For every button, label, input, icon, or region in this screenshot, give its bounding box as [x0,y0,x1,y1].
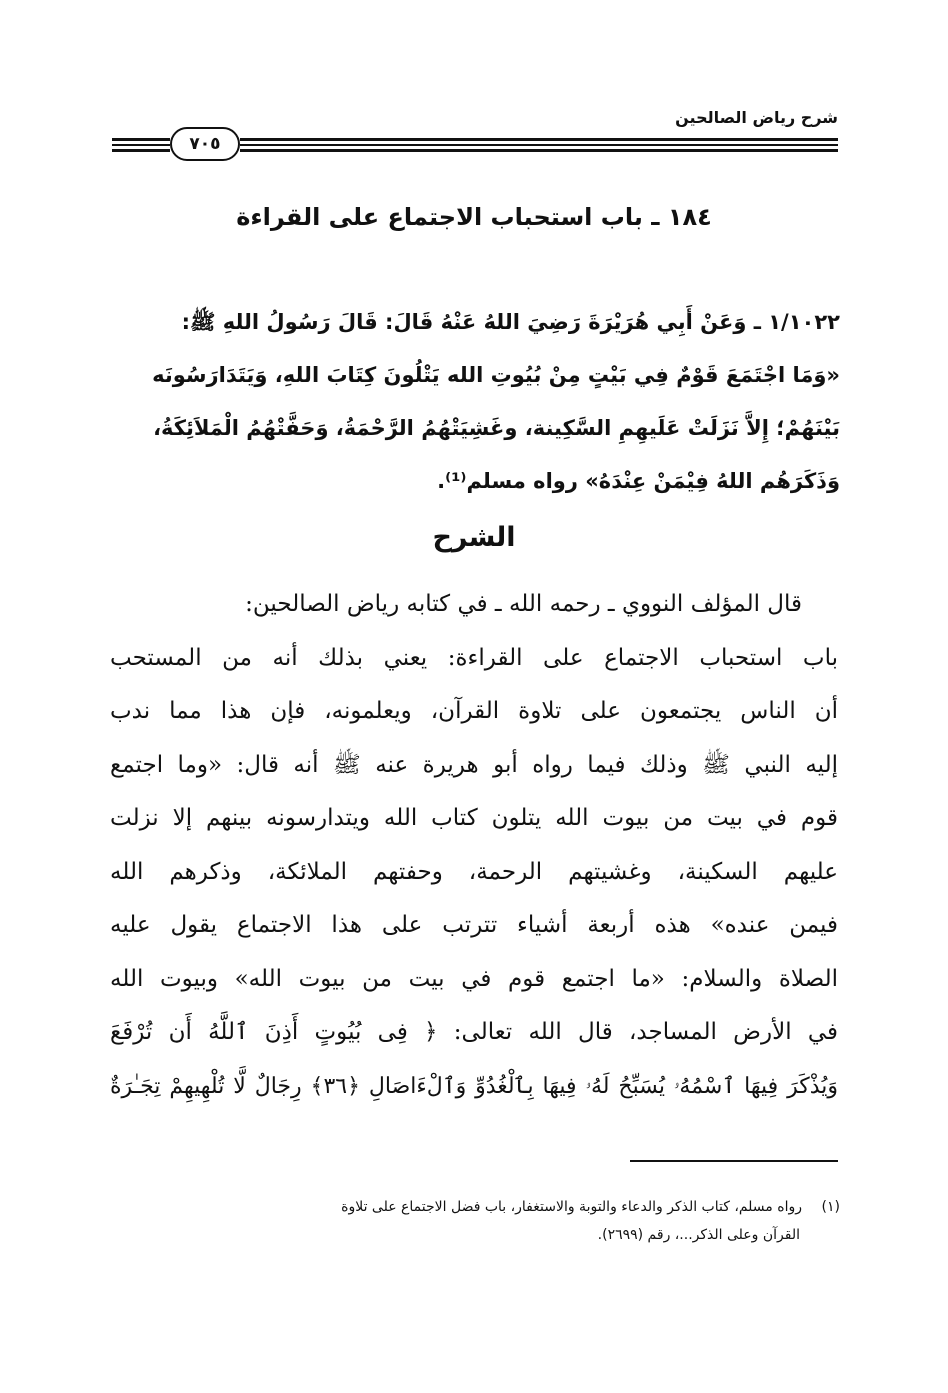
commentary-line: أن الناس يجتمعون على تلاوة القرآن، ويعلمونه، فإن هذا مما ندب [110,698,838,724]
header-rule-right [240,138,838,152]
commentary-line: الصلاة والسلام: «ما اجتمع قوم في بيت من بيوت الله» وبيوت الله [110,965,838,992]
commentary-line: قوم في بيت من بيوت الله يتلون كتاب الله ويتدارسونه بينهم إلا نزلت [110,805,838,831]
chapter-title: ١٨٤ ـ باب استحباب الاجتماع على القراءة [236,203,712,231]
hadith-line: وَذَكَرَهُم اللهُ فِيْمَنْ عِنْدَهُ» رواه مسلم⁽¹⁾. [437,469,840,493]
page-number: ٧٠٥ [170,127,240,161]
commentary-text [110,578,838,1113]
commentary-line: قال المؤلف النووي ـ رحمه الله ـ في كتابه رياض الصالحين: [245,591,802,617]
running-header-title: شرح رياض الصالحين [675,108,838,127]
footnote-line: القرآن وعلى الذكر...، رقم (٢٦٩٩). [597,1227,800,1243]
commentary-title: الشرح [432,522,516,553]
commentary-line: باب استحباب الاجتماع على القراءة: يعني بذلك أنه من المستحب [110,644,838,671]
footnote-separator [630,1160,838,1162]
footnote-line: رواه مسلم، كتاب الذكر والدعاء والتوبة والاستغفار، باب فضل الاجتماع على تلاوة [341,1199,802,1215]
commentary-line: إليه النبي ﷺ وذلك فيما رواه أبو هريرة عنه ﷺ أنه قال: «وما اجتمع [110,751,838,778]
footnote [110,1193,840,1249]
hadith-line: «وَمَا اجْتَمَعَ قَوْمٌ فِي بَيْتٍ مِنْ بُيُوتِ الله يَتْلُونَ كِتَابَ اللهِ، وَيَتَدَارَسُونَه [152,363,840,387]
hadith-text [105,296,840,508]
header-rule-left [112,138,170,152]
commentary-line: في الأرض المساجد، قال الله تعالى: ﴿ فِى بُيُوتٍ أَذِنَ ٱللَّهُ أَن تُرْفَعَ [110,1019,838,1045]
footnote-number: (١) [821,1199,840,1215]
quran-verse-line: وَيُذْكَرَ فِيهَا ٱسْمُهُۥ يُسَبِّحُ لَهُۥ فِيهَا بِٱلْغُدُوِّ وَٱلْءَاصَالِ ﴿٣٦﴾ رِجَالٌ لَّا تُلْهِيهِمْ تِجَـٰرَةٌ [110,1073,838,1099]
hadith-line: بَيْنَهُمْ؛ إِلاَّ نَزَلَتْ عَلَيهِمِ السَّكِينة، وغَشِيَتْهُمُ الرَّحْمَةُ، وَحَفَّتْهُمُ الْمَلاَئِكَةُ، [153,416,840,440]
commentary-line: فيمن عنده» هذه أربعة أشياء تترتب على هذا الاجتماع يقول عليه [110,912,838,938]
hadith-line: ١/١٠٢٢ ـ وَعَنْ أَبِي هُرَيْرَةَ رَضِيَ اللهُ عَنْهُ قَالَ: قَالَ رَسُولُ اللهِ ﷺ: [181,310,840,334]
commentary-line: عليهم السكينة، وغشيتهم الرحمة، وحفتهم الملائكة، وذكرهم الله [110,858,838,885]
